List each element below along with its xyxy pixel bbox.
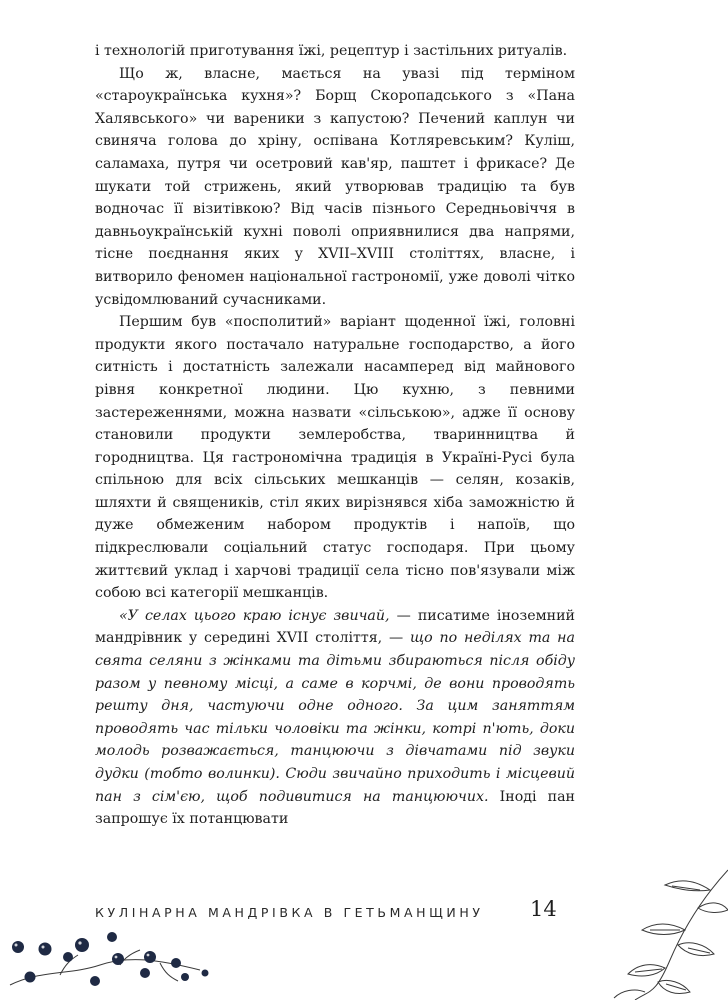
running-title: КУЛІНАРНА МАНДРІВКА В ГЕТЬМАНЩИНУ xyxy=(95,905,484,920)
leaf-branch-illustration-icon xyxy=(610,850,728,1000)
paragraph: Що ж, власне, мається на увазі під терміном «староукраїнська кухня»? Борщ Скоропадського з «Пана Халявського» чи вареники з капустою? Печений каплун чи свиняча голова до хріну, оспівана Котляревським? Куліш, саламаха, путря чи осетровий кав'яр, паштет і фрикасе? Де шукати той стрижень, який утворював традицію та був водночас її візитівкою? Від часів пізнього Середньовіччя в давньоукраїнській кухні поволі оприявнилися два напрями, тісне поєднання яких у XVII–XVIII століттях, власне, і витворило феномен національної гастрономії, уже доволі чітко усвідомлюваний сучасниками. xyxy=(95,65,575,308)
page-number: 14 xyxy=(530,897,557,921)
quote-text: «У селах цього краю існує звичай, xyxy=(119,607,390,624)
berry-illustration-icon xyxy=(0,915,260,1000)
quote-paragraph xyxy=(95,605,575,831)
paragraph: і технологій приготування їжі, рецептур і застільних ритуалів. xyxy=(95,43,568,59)
quote-attribution: — писатиме іноземний мандрівник у середині XVII століття, — xyxy=(95,607,576,647)
paragraph: Першим був «посполитий» варіант щоденної їжі, головні продукти якого постачало натуральне господарство, а його ситність і достатність залежали насамперед від майнового рівня конкретної людини. Цю кухню, з певними застереженнями, можна назвати «сільською», адже її основу становили продукти землеробства, тваринництва й городництва. Ця гастрономічна традиція в Україні-Русі була спільною для всіх сільських мешканців — селян, козаків, шляхти й священиків, стіл яких вирізнявся хіба заможністю й дуже обмеженим набором продуктів і напоїв, що підкреслювали соціальний статус господаря. При цьому життєвий уклад і харчові традиції села тісно пов'язували між собою всі категорії мешканців. xyxy=(95,314,575,602)
body-text xyxy=(95,40,575,831)
quote-text-regular: Іноді пан запрошує їх потанцювати xyxy=(95,788,576,828)
quote-text: що по неділях та на свята селяни з жінками та дітьми збираються після обіду разом у певному місці, а саме в корчмі, де вони проводять решту дня, частуючи одне одного. За цим заняттям проводять час тільки чоловіки та жінки, котрі п'ють, доки молодь розважається, танцюючи з дівчатами під звуки дудки (тобто волинки). Сюди звичайно приходить і місцевий пан з сім'єю, щоб подивитися на танцюючих. xyxy=(95,630,575,805)
